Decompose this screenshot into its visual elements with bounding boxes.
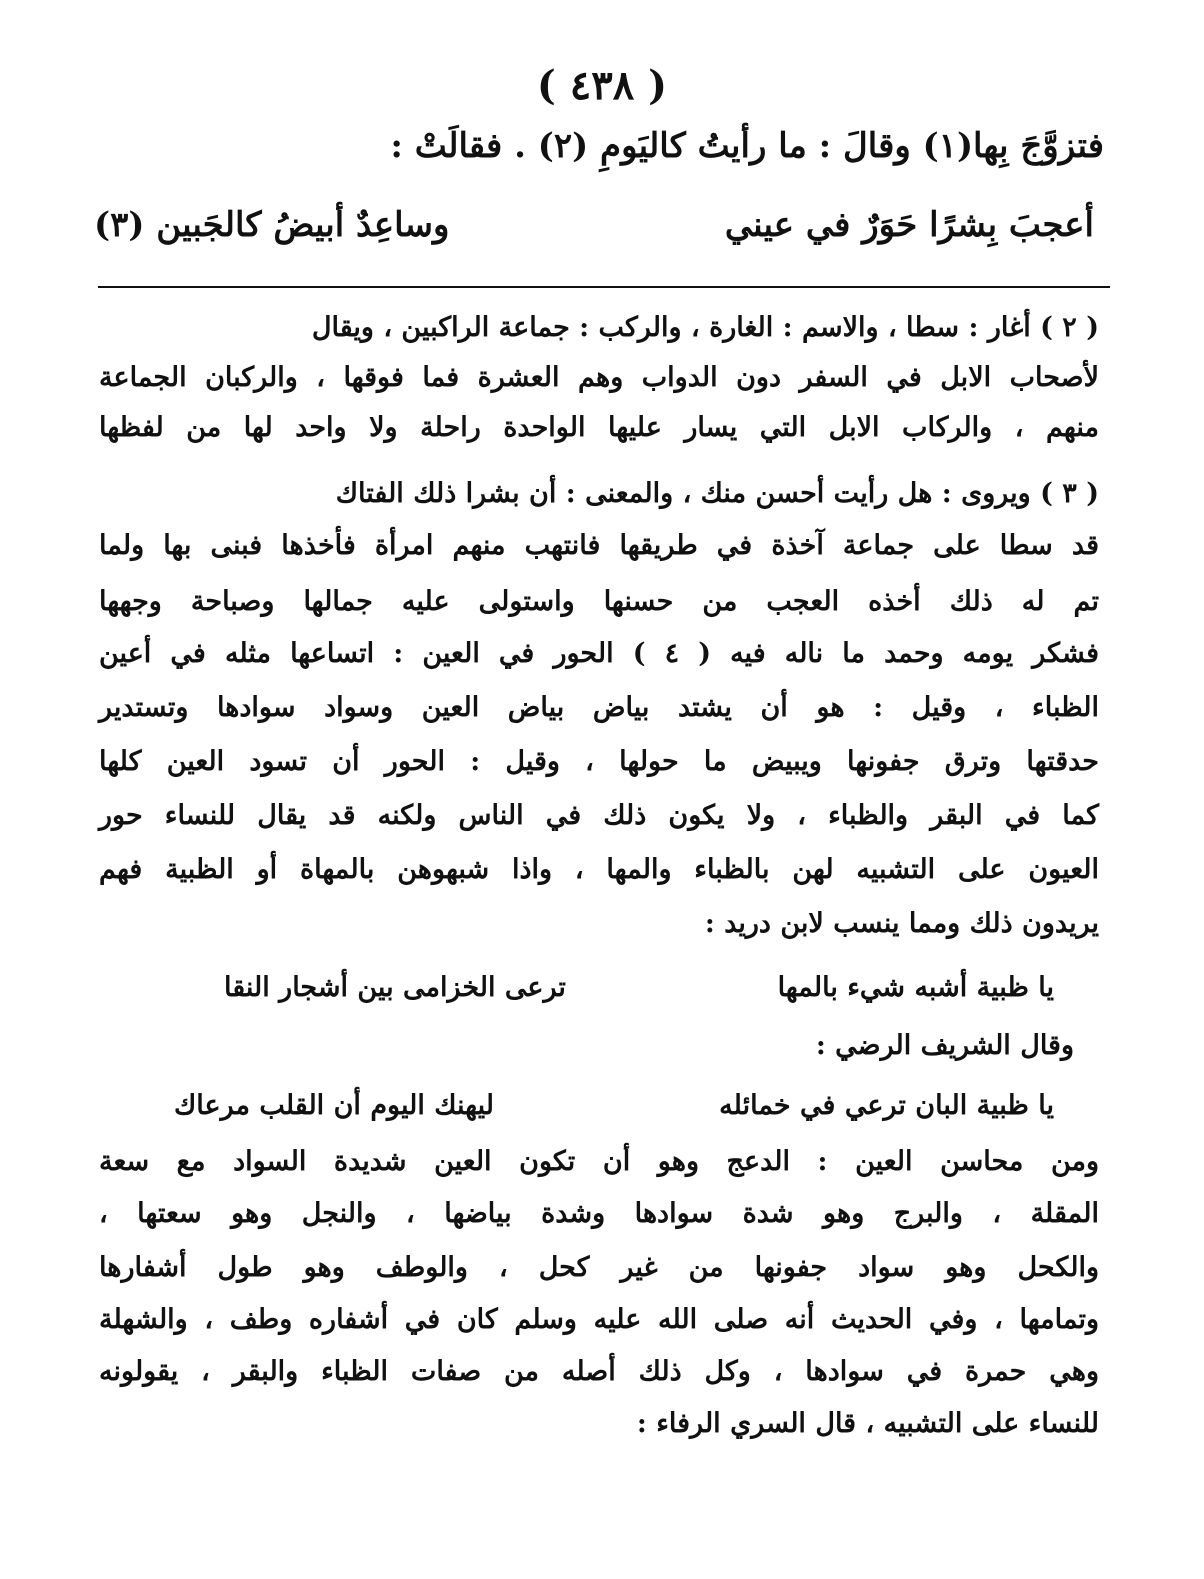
quoted-verse <box>174 1090 1054 1121</box>
footnote-line: منهم ، والركاب الابل التي يسار عليها الواحدة راحلة ولا واحد لها من لفظها <box>99 412 1099 443</box>
footnote-line: يريدون ذلك ومما ينسب لابن دريد : <box>704 908 1099 939</box>
footnote-line: والكحل وهو سواد جفونها من غير كحل ، والوطف وهو طول أشفارها <box>99 1252 1099 1283</box>
footnote-line: تم له ذلك أخذه العجب من حسنها واستولى عليه جمالها وصباحة وجهها <box>99 586 1100 617</box>
footnote-line: وهي حمرة في سوادها ، وكل ذلك أصله من صفات الظباء والبقر ، يقولونه <box>99 1356 1099 1387</box>
footnote-line: للنساء على التشبيه ، قال السري الرفاء : <box>636 1408 1099 1439</box>
poem-verse <box>94 205 1094 245</box>
footnote-line: الظباء ، وقيل : هو أن يشتد بياض بياض العين وسواد سوادها وتستدير <box>99 692 1099 723</box>
footnote-line: قد سطا على جماعة آخذة في طريقها فانتهب منهم امرأة فأخذها فبنى بها ولما <box>99 530 1099 561</box>
footnote-line: لأصحاب الابل في السفر دون الدواب وهم العشرة فما فوقها ، والركبان الجماعة <box>99 362 1099 393</box>
footnote-line: العيون على التشبيه لهن بالظباء والمها ، واذا شبهوهن بالمهاة أو الظبية فهم <box>99 854 1099 885</box>
main-text-line: فتزوَّجَ بِها(١) وقالَ : ما رأيتُ كاليَومِ (٢) . فقالَتْ : <box>390 126 1104 166</box>
footnote-line: حدقتها وترق جفونها ويبيض ما حولها ، وقيل : الحور أن تسود العين كلها <box>99 746 1099 777</box>
quoted-verse <box>224 972 1054 1003</box>
footnote-line: ( ٢ ) أغار : سطا ، والاسم : الغارة ، والركب : جماعة الراكبين ، ويقال <box>311 312 1099 343</box>
footnote-line: وقال الشريف الرضي : <box>815 1030 1074 1061</box>
footnote-line: وتمامها ، وفي الحديث أنه صلى الله عليه وسلم كان في أشفاره وطف ، والشهلة <box>99 1304 1099 1335</box>
footnote-line: كما في البقر والظباء ، ولا يكون ذلك في الناس ولكنه قد يقال للنساء حور <box>99 800 1099 831</box>
page-number: ( ٤٣٨ ) <box>536 62 668 109</box>
verse-first-hemistich: أعجبَ بِشرًا حَوَرٌ في عيني <box>724 205 1094 245</box>
quoted-verse-second-hemistich: ليهنك اليوم أن القلب مرعاك <box>174 1090 494 1121</box>
footnote-line: ومن محاسن العين : الدعج وهو أن تكون العين شديدة السواد مع سعة <box>99 1146 1099 1177</box>
footnote-line: ( ٣ ) ويروى : هل رأيت أحسن منك ، والمعنى : أن بشرا ذلك الفتاك <box>335 478 1099 509</box>
quoted-verse-first-hemistich: يا ظبية البان ترعي في خمائله <box>719 1090 1054 1121</box>
footnote-divider <box>98 286 1110 288</box>
footnote-line: فشكر يومه وحمد ما ناله فيه ( ٤ ) الحور في العين : اتساعها مثله في أعين <box>99 638 1099 669</box>
quoted-verse-second-hemistich: ترعى الخزامى بين أشجار النقا <box>224 972 566 1003</box>
footnote-line: المقلة ، والبرج وهو شدة سوادها وشدة بياضها ، والنجل وهو سعتها ، <box>99 1198 1099 1229</box>
verse-second-hemistich: وساعِدٌ أبيضُ كالجَبين (٣) <box>94 205 450 245</box>
quoted-verse-first-hemistich: يا ظبية أشبه شيء بالمها <box>777 972 1054 1003</box>
